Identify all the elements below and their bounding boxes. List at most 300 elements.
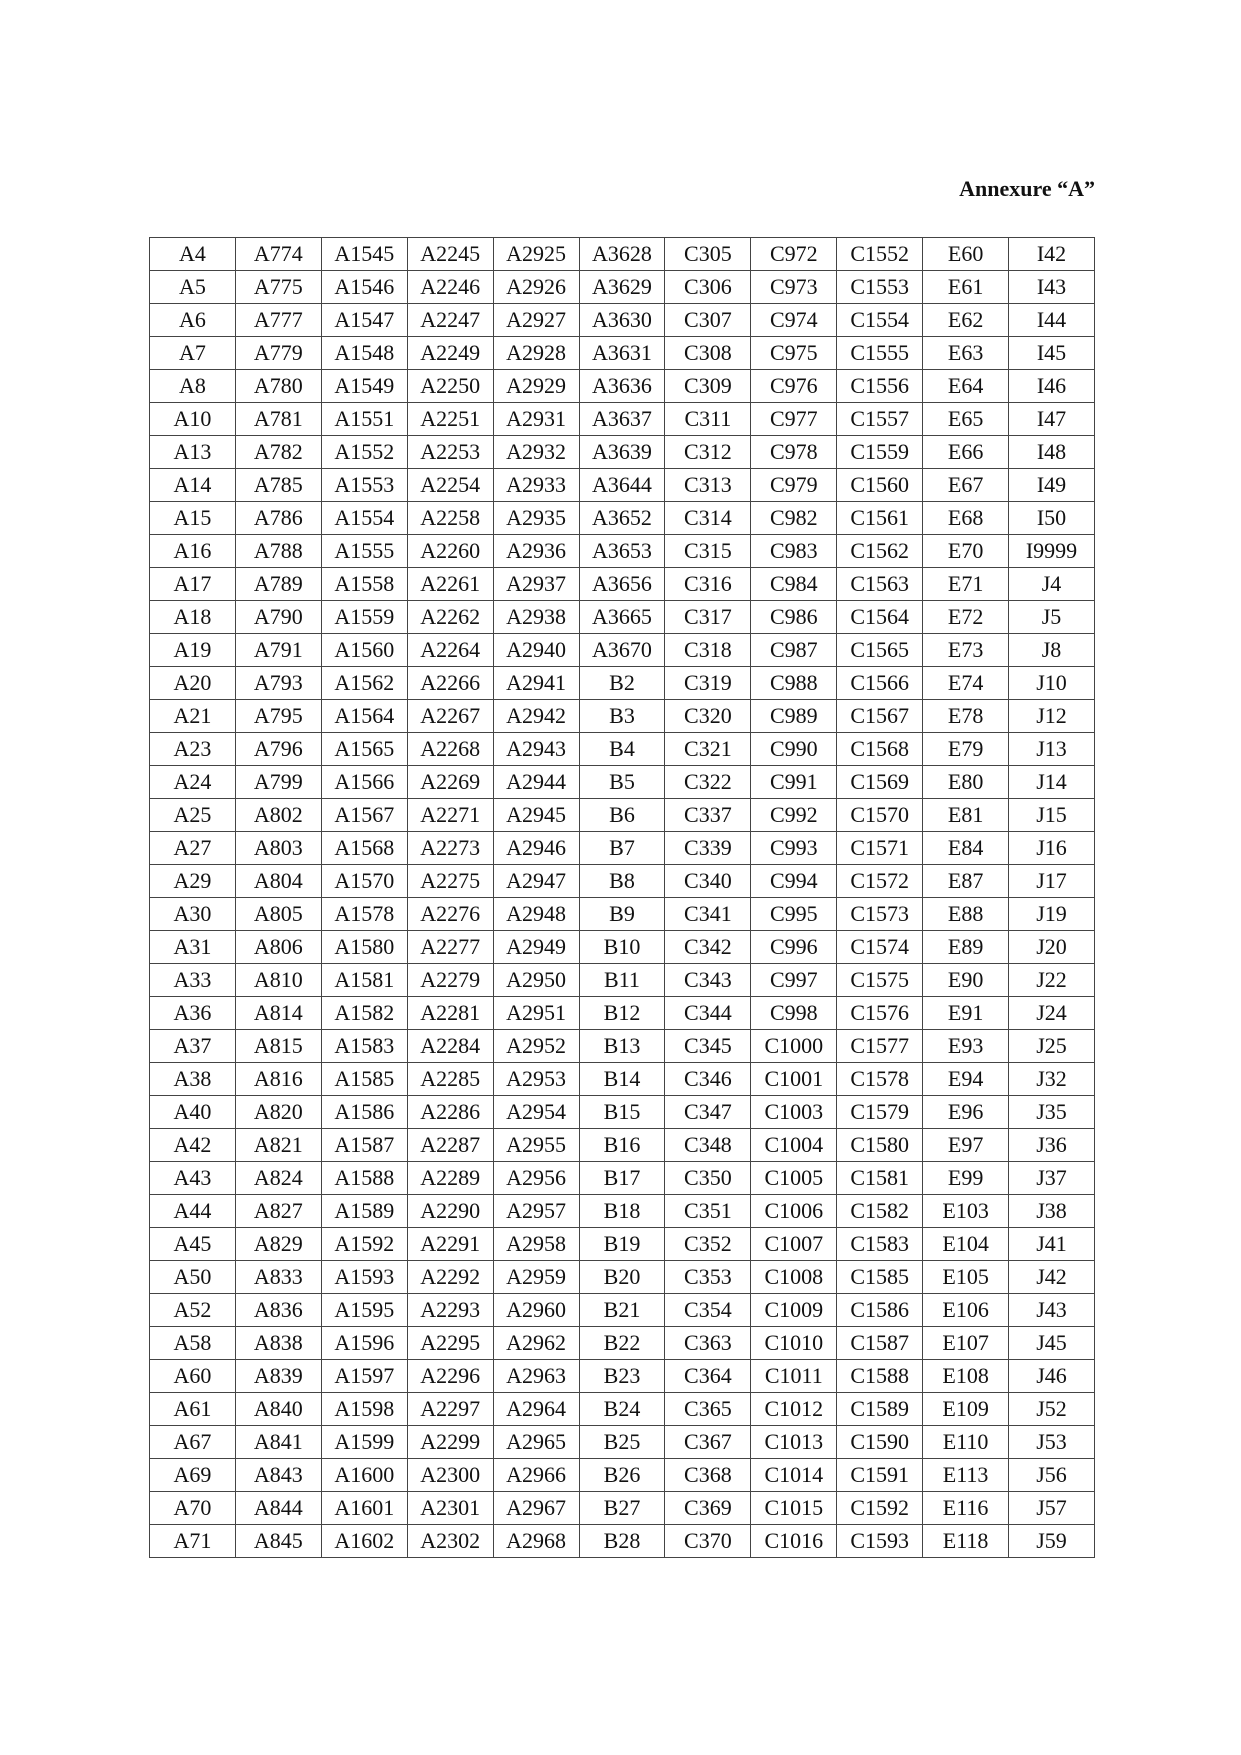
table-cell: A2949 [493, 931, 579, 964]
table-cell: A36 [150, 997, 236, 1030]
table-cell: A1547 [321, 304, 407, 337]
table-cell: A2276 [407, 898, 493, 931]
table-cell: A777 [235, 304, 321, 337]
table-cell: A2287 [407, 1129, 493, 1162]
table-cell: J19 [1009, 898, 1095, 931]
table-cell: A1560 [321, 634, 407, 667]
table-cell: C1014 [751, 1459, 837, 1492]
table-cell: A1595 [321, 1294, 407, 1327]
table-cell: C342 [665, 931, 751, 964]
table-cell: A2929 [493, 370, 579, 403]
table-cell: J5 [1009, 601, 1095, 634]
table-cell: J41 [1009, 1228, 1095, 1261]
table-row [150, 1327, 1095, 1360]
table-cell: B6 [579, 799, 665, 832]
table-cell: A844 [235, 1492, 321, 1525]
table-cell: A3631 [579, 337, 665, 370]
table-cell: C988 [751, 667, 837, 700]
table-cell: A806 [235, 931, 321, 964]
table-cell: C1577 [837, 1030, 923, 1063]
table-cell: C977 [751, 403, 837, 436]
table-cell: A1581 [321, 964, 407, 997]
table-row [150, 1393, 1095, 1426]
table-cell: A774 [235, 238, 321, 271]
table-cell: C1593 [837, 1525, 923, 1558]
table-cell: C364 [665, 1360, 751, 1393]
table-cell: C1010 [751, 1327, 837, 1360]
table-cell: A3665 [579, 601, 665, 634]
table-cell: E60 [923, 238, 1009, 271]
table-cell: E106 [923, 1294, 1009, 1327]
table-cell: A820 [235, 1096, 321, 1129]
table-cell: E66 [923, 436, 1009, 469]
table-cell: C351 [665, 1195, 751, 1228]
table-cell: C1576 [837, 997, 923, 1030]
table-cell: C1578 [837, 1063, 923, 1096]
table-cell: B15 [579, 1096, 665, 1129]
table-cell: C315 [665, 535, 751, 568]
table-cell: C1571 [837, 832, 923, 865]
table-cell: B17 [579, 1162, 665, 1195]
table-cell: A24 [150, 766, 236, 799]
table-cell: A2293 [407, 1294, 493, 1327]
table-cell: J4 [1009, 568, 1095, 601]
table-cell: C1580 [837, 1129, 923, 1162]
table-row [150, 931, 1095, 964]
table-cell: J15 [1009, 799, 1095, 832]
table-cell: A1567 [321, 799, 407, 832]
table-cell: A803 [235, 832, 321, 865]
table-cell: C1013 [751, 1426, 837, 1459]
table-cell: B27 [579, 1492, 665, 1525]
table-cell: E94 [923, 1063, 1009, 1096]
table-cell: A4 [150, 238, 236, 271]
table-cell: A2931 [493, 403, 579, 436]
table-cell: A3653 [579, 535, 665, 568]
table-cell: C1552 [837, 238, 923, 271]
table-cell: E84 [923, 832, 1009, 865]
table-cell: A16 [150, 535, 236, 568]
table-cell: A2965 [493, 1426, 579, 1459]
table-cell: B18 [579, 1195, 665, 1228]
table-cell: C1583 [837, 1228, 923, 1261]
table-cell: E74 [923, 667, 1009, 700]
table-cell: A816 [235, 1063, 321, 1096]
table-cell: C990 [751, 733, 837, 766]
table-cell: A843 [235, 1459, 321, 1492]
table-cell: A2932 [493, 436, 579, 469]
table-cell: C989 [751, 700, 837, 733]
table-cell: A2952 [493, 1030, 579, 1063]
table-cell: C344 [665, 997, 751, 1030]
table-cell: C1567 [837, 700, 923, 733]
table-cell: A2302 [407, 1525, 493, 1558]
table-cell: C354 [665, 1294, 751, 1327]
table-cell: A2267 [407, 700, 493, 733]
table-row [150, 1525, 1095, 1558]
table-cell: J53 [1009, 1426, 1095, 1459]
table-cell: C368 [665, 1459, 751, 1492]
table-cell: B26 [579, 1459, 665, 1492]
table-cell: A3670 [579, 634, 665, 667]
table-cell: A3644 [579, 469, 665, 502]
table-cell: I46 [1009, 370, 1095, 403]
table-row [150, 271, 1095, 304]
table-cell: A1566 [321, 766, 407, 799]
table-cell: C340 [665, 865, 751, 898]
table-cell: A2281 [407, 997, 493, 1030]
table-cell: A1599 [321, 1426, 407, 1459]
table-cell: E64 [923, 370, 1009, 403]
table-cell: C1555 [837, 337, 923, 370]
table-row [150, 832, 1095, 865]
table-cell: A23 [150, 733, 236, 766]
table-cell: E62 [923, 304, 1009, 337]
table-cell: E61 [923, 271, 1009, 304]
table-cell: C1553 [837, 271, 923, 304]
table-cell: A33 [150, 964, 236, 997]
table-row [150, 1492, 1095, 1525]
table-cell: A40 [150, 1096, 236, 1129]
table-cell: A824 [235, 1162, 321, 1195]
table-cell: A3637 [579, 403, 665, 436]
table-row [150, 238, 1095, 271]
table-cell: A1596 [321, 1327, 407, 1360]
table-cell: A10 [150, 403, 236, 436]
table-cell: A2291 [407, 1228, 493, 1261]
table-cell: A788 [235, 535, 321, 568]
table-cell: C341 [665, 898, 751, 931]
table-row [150, 799, 1095, 832]
table-cell: B28 [579, 1525, 665, 1558]
table-cell: A2926 [493, 271, 579, 304]
table-row [150, 502, 1095, 535]
table-cell: C976 [751, 370, 837, 403]
table-cell: A2967 [493, 1492, 579, 1525]
table-cell: A1597 [321, 1360, 407, 1393]
table-cell: A1588 [321, 1162, 407, 1195]
table-row [150, 1030, 1095, 1063]
table-cell: A52 [150, 1294, 236, 1327]
table-cell: A1585 [321, 1063, 407, 1096]
table-cell: A791 [235, 634, 321, 667]
table-cell: A2933 [493, 469, 579, 502]
table-cell: A70 [150, 1492, 236, 1525]
table-cell: J52 [1009, 1393, 1095, 1426]
table-cell: C322 [665, 766, 751, 799]
table-cell: A3639 [579, 436, 665, 469]
table-cell: A2247 [407, 304, 493, 337]
table-cell: C370 [665, 1525, 751, 1558]
table-row [150, 733, 1095, 766]
table-cell: J35 [1009, 1096, 1095, 1129]
table-cell: A2277 [407, 931, 493, 964]
table-cell: C974 [751, 304, 837, 337]
table-cell: E72 [923, 601, 1009, 634]
table-cell: A2284 [407, 1030, 493, 1063]
table-cell: A810 [235, 964, 321, 997]
table-cell: E65 [923, 403, 1009, 436]
table-cell: C363 [665, 1327, 751, 1360]
table-cell: C337 [665, 799, 751, 832]
table-cell: B12 [579, 997, 665, 1030]
table-cell: C986 [751, 601, 837, 634]
table-cell: A1546 [321, 271, 407, 304]
table-cell: E79 [923, 733, 1009, 766]
table-cell: J20 [1009, 931, 1095, 964]
table-cell: B9 [579, 898, 665, 931]
table-cell: C998 [751, 997, 837, 1030]
table-cell: E105 [923, 1261, 1009, 1294]
table-cell: A815 [235, 1030, 321, 1063]
table-row [150, 304, 1095, 337]
table-cell: C1575 [837, 964, 923, 997]
table-row [150, 568, 1095, 601]
table-cell: J10 [1009, 667, 1095, 700]
table-cell: B13 [579, 1030, 665, 1063]
table-cell: A2300 [407, 1459, 493, 1492]
table-cell: A1570 [321, 865, 407, 898]
table-cell: C993 [751, 832, 837, 865]
table-cell: A2268 [407, 733, 493, 766]
table-cell: C1587 [837, 1327, 923, 1360]
table-cell: I44 [1009, 304, 1095, 337]
table-row [150, 1228, 1095, 1261]
table-cell: C979 [751, 469, 837, 502]
table-cell: A2279 [407, 964, 493, 997]
table-cell: C994 [751, 865, 837, 898]
table-cell: J45 [1009, 1327, 1095, 1360]
table-cell: A3656 [579, 568, 665, 601]
table-cell: A1568 [321, 832, 407, 865]
table-cell: C1006 [751, 1195, 837, 1228]
table-cell: C305 [665, 238, 751, 271]
table-row [150, 898, 1095, 931]
table-cell: A1589 [321, 1195, 407, 1228]
table-cell: A43 [150, 1162, 236, 1195]
table-cell: A2935 [493, 502, 579, 535]
table-cell: A2249 [407, 337, 493, 370]
table-cell: B19 [579, 1228, 665, 1261]
table-cell: C978 [751, 436, 837, 469]
table-cell: I9999 [1009, 535, 1095, 568]
table-cell: J16 [1009, 832, 1095, 865]
table-cell: J17 [1009, 865, 1095, 898]
table-cell: A3629 [579, 271, 665, 304]
table-cell: A2944 [493, 766, 579, 799]
table-cell: A21 [150, 700, 236, 733]
table-cell: A2245 [407, 238, 493, 271]
table-cell: A38 [150, 1063, 236, 1096]
table-cell: A841 [235, 1426, 321, 1459]
table-cell: A1592 [321, 1228, 407, 1261]
table-cell: C973 [751, 271, 837, 304]
table-cell: A805 [235, 898, 321, 931]
table-cell: B16 [579, 1129, 665, 1162]
table-cell: A821 [235, 1129, 321, 1162]
table-cell: A2262 [407, 601, 493, 634]
table-cell: C1586 [837, 1294, 923, 1327]
table-cell: A2966 [493, 1459, 579, 1492]
table-cell: B22 [579, 1327, 665, 1360]
table-cell: A2948 [493, 898, 579, 931]
table-cell: C997 [751, 964, 837, 997]
table-cell: A3630 [579, 304, 665, 337]
table-cell: C1590 [837, 1426, 923, 1459]
table-cell: A15 [150, 502, 236, 535]
table-cell: E87 [923, 865, 1009, 898]
code-table-body [150, 238, 1095, 1558]
table-cell: C314 [665, 502, 751, 535]
table-cell: E116 [923, 1492, 1009, 1525]
table-row [150, 667, 1095, 700]
table-row [150, 1426, 1095, 1459]
table-cell: A17 [150, 568, 236, 601]
table-cell: B21 [579, 1294, 665, 1327]
table-cell: A2286 [407, 1096, 493, 1129]
table-cell: A1580 [321, 931, 407, 964]
table-cell: A1555 [321, 535, 407, 568]
table-cell: B10 [579, 931, 665, 964]
table-cell: E90 [923, 964, 1009, 997]
table-cell: C1012 [751, 1393, 837, 1426]
table-row [150, 1129, 1095, 1162]
table-cell: A1554 [321, 502, 407, 535]
table-cell: A7 [150, 337, 236, 370]
table-cell: C306 [665, 271, 751, 304]
table-cell: A2958 [493, 1228, 579, 1261]
table-cell: C1561 [837, 502, 923, 535]
table-cell: A37 [150, 1030, 236, 1063]
table-cell: C321 [665, 733, 751, 766]
table-cell: A2957 [493, 1195, 579, 1228]
table-cell: C995 [751, 898, 837, 931]
table-cell: A782 [235, 436, 321, 469]
table-cell: C1566 [837, 667, 923, 700]
table-cell: A2266 [407, 667, 493, 700]
table-row [150, 370, 1095, 403]
table-cell: A1549 [321, 370, 407, 403]
table-cell: I49 [1009, 469, 1095, 502]
table-cell: A2963 [493, 1360, 579, 1393]
table-cell: A838 [235, 1327, 321, 1360]
table-cell: A2940 [493, 634, 579, 667]
table-cell: A2297 [407, 1393, 493, 1426]
table-cell: A2959 [493, 1261, 579, 1294]
table-cell: C1554 [837, 304, 923, 337]
table-cell: B5 [579, 766, 665, 799]
table-cell: E96 [923, 1096, 1009, 1129]
table-cell: A2927 [493, 304, 579, 337]
table-cell: C320 [665, 700, 751, 733]
table-cell: A69 [150, 1459, 236, 1492]
table-cell: J57 [1009, 1492, 1095, 1525]
table-cell: A1552 [321, 436, 407, 469]
table-cell: A802 [235, 799, 321, 832]
table-cell: A2290 [407, 1195, 493, 1228]
table-cell: C318 [665, 634, 751, 667]
table-cell: C972 [751, 238, 837, 271]
table-cell: C1005 [751, 1162, 837, 1195]
table-cell: A2938 [493, 601, 579, 634]
table-cell: E109 [923, 1393, 1009, 1426]
table-row [150, 1162, 1095, 1195]
table-row [150, 700, 1095, 733]
table-cell: C975 [751, 337, 837, 370]
table-cell: C1572 [837, 865, 923, 898]
table-cell: I43 [1009, 271, 1095, 304]
table-cell: A1601 [321, 1492, 407, 1525]
table-cell: A2261 [407, 568, 493, 601]
table-cell: E81 [923, 799, 1009, 832]
table-cell: B23 [579, 1360, 665, 1393]
table-cell: C1556 [837, 370, 923, 403]
table-cell: J36 [1009, 1129, 1095, 1162]
table-cell: C983 [751, 535, 837, 568]
table-row [150, 964, 1095, 997]
table-cell: A2289 [407, 1162, 493, 1195]
table-cell: I42 [1009, 238, 1095, 271]
table-cell: A836 [235, 1294, 321, 1327]
table-row [150, 1459, 1095, 1492]
table-cell: E103 [923, 1195, 1009, 1228]
table-cell: J14 [1009, 766, 1095, 799]
table-cell: E71 [923, 568, 1009, 601]
table-cell: A781 [235, 403, 321, 436]
table-cell: A840 [235, 1393, 321, 1426]
table-cell: A58 [150, 1327, 236, 1360]
table-cell: B14 [579, 1063, 665, 1096]
table-row [150, 634, 1095, 667]
table-cell: A20 [150, 667, 236, 700]
table-cell: A30 [150, 898, 236, 931]
table-cell: A845 [235, 1525, 321, 1558]
table-cell: A827 [235, 1195, 321, 1228]
table-cell: C367 [665, 1426, 751, 1459]
table-cell: C1007 [751, 1228, 837, 1261]
table-cell: A1600 [321, 1459, 407, 1492]
table-cell: E68 [923, 502, 1009, 535]
table-cell: A25 [150, 799, 236, 832]
table-cell: J22 [1009, 964, 1095, 997]
table-cell: C317 [665, 601, 751, 634]
table-cell: C348 [665, 1129, 751, 1162]
table-cell: J56 [1009, 1459, 1095, 1492]
table-cell: A3636 [579, 370, 665, 403]
table-cell: A1587 [321, 1129, 407, 1162]
table-cell: C1557 [837, 403, 923, 436]
table-cell: E91 [923, 997, 1009, 1030]
table-cell: J59 [1009, 1525, 1095, 1558]
table-cell: C992 [751, 799, 837, 832]
table-cell: A2269 [407, 766, 493, 799]
table-cell: C313 [665, 469, 751, 502]
table-row [150, 535, 1095, 568]
table-row [150, 1063, 1095, 1096]
table-cell: C996 [751, 931, 837, 964]
table-cell: C347 [665, 1096, 751, 1129]
table-cell: A27 [150, 832, 236, 865]
table-cell: C1011 [751, 1360, 837, 1393]
table-cell: A2946 [493, 832, 579, 865]
table-cell: A804 [235, 865, 321, 898]
table-cell: A2260 [407, 535, 493, 568]
table-cell: E108 [923, 1360, 1009, 1393]
table-cell: C1589 [837, 1393, 923, 1426]
table-cell: C1003 [751, 1096, 837, 1129]
table-row [150, 1195, 1095, 1228]
table-cell: C345 [665, 1030, 751, 1063]
